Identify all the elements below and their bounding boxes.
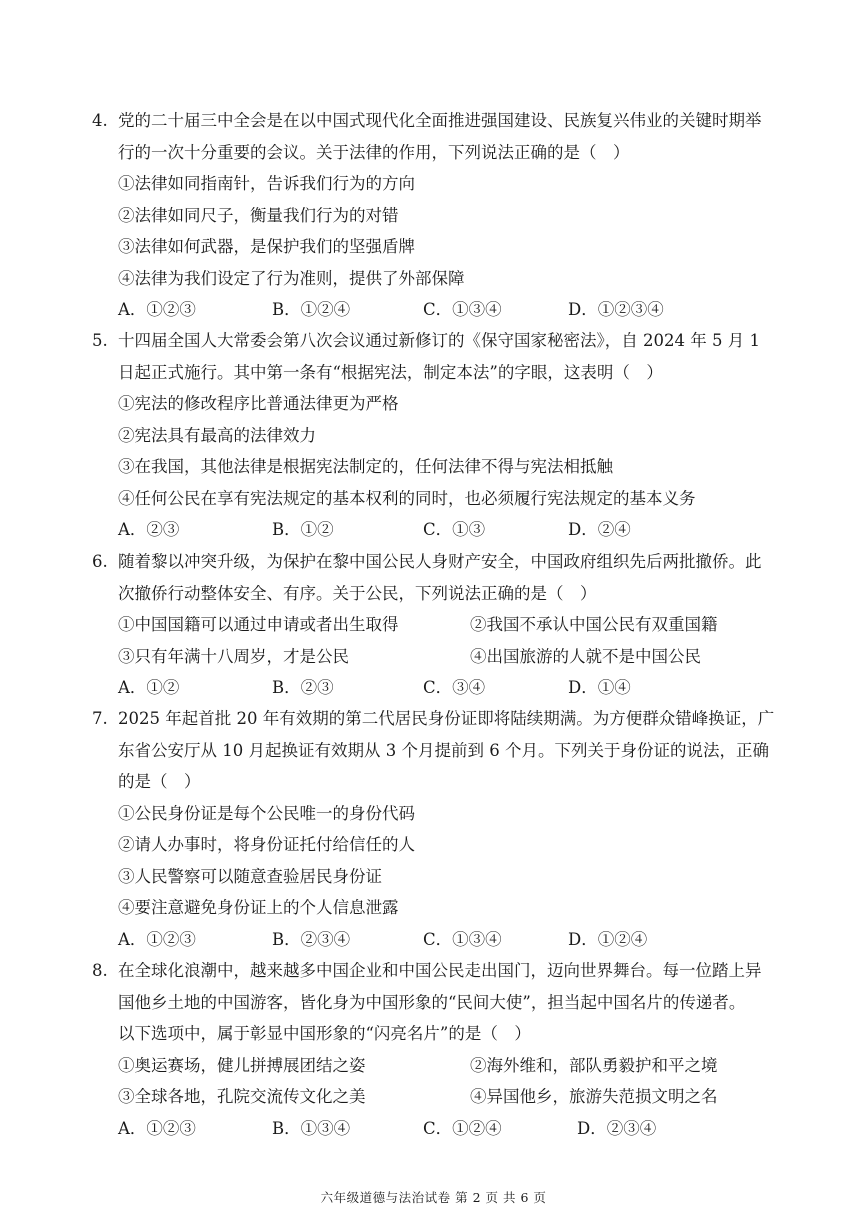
option-line [92,1050,792,1082]
choice-d[interactable]: D．①②③④ [568,300,664,319]
question-number: 4. [92,111,108,130]
option-line [92,641,792,673]
option-left: ①奥运赛场，健儿拼搏展团结之姿 [118,1055,366,1075]
choice-a[interactable]: A．①②③ [118,300,196,319]
answer-choices [92,514,792,546]
answer-choices [92,924,792,956]
question-stem: 东省公安厅从 10 月起换证有效期从 3 个月提前到 6 个月。下列关于身份证的说法，正确 [118,740,769,760]
option-left: ③只有年满十八周岁，才是公民 [118,646,349,666]
question-5 [92,325,792,546]
option-line: ③人民警察可以随意查验居民身份证 [118,866,382,886]
option-line: ③在我国，其他法律是根据宪法制定的，任何法律不得与宪法相抵触 [118,457,613,476]
question-number: 6. [92,552,108,571]
question-number: 5. [92,331,108,350]
option-line: ③法律如何武器，是保护我们的坚强盾牌 [118,237,415,256]
question-stem: 次撤侨行动整体安全、有序。关于公民，下列说法正确的是（ ） [118,583,597,603]
question-8 [92,955,792,1144]
option-right: ②我国不承认中国公民有双重国籍 [470,615,718,634]
choice-a[interactable]: A．②③ [118,520,180,539]
question-4 [92,105,792,326]
choice-b[interactable]: B．②③ [272,678,334,697]
option-right: ④出国旅游的人就不是中国公民 [470,646,701,666]
option-right: ②海外维和，部队勇毅护和平之境 [470,1055,718,1075]
choice-d[interactable]: D．①②④ [568,929,648,949]
question-6 [92,546,792,704]
option-line [92,1081,792,1113]
choice-a[interactable]: A．①②③ [118,1118,196,1138]
choice-b[interactable]: B．②③④ [272,929,351,949]
question-stem: 4. 党的二十届三中全会是在以中国式现代化全面推进强国建设、民族复兴伟业的关键时期举 [92,105,792,137]
choice-d[interactable]: D．②③④ [577,1118,657,1138]
choice-b[interactable]: B．①③④ [272,1118,351,1138]
choice-c[interactable]: C．①③④ [423,929,502,949]
choice-c[interactable]: C．①③ [423,520,486,539]
option-line: ④要注意避免身份证上的个人信息泄露 [118,898,399,917]
question-number: 7. [92,709,108,728]
page-footer: 六年级道德与法治试卷 第 2 页 共 6 页 [320,1190,547,1205]
answer-choices [92,672,792,704]
option-line [92,609,792,641]
option-line: ①宪法的修改程序比普通法律更为严格 [118,394,399,413]
option-line: ①法律如同指南针，告诉我们行为的方向 [118,174,415,193]
question-stem: 的是（ ） [118,772,201,791]
question-stem: 以下选项中，属于彰显中国形象的“闪亮名片”的是（ ） [118,1024,531,1043]
choice-b[interactable]: B．①② [272,520,334,539]
choice-a[interactable]: A．①② [118,678,180,697]
option-left: ③全球各地，孔院交流传文化之美 [118,1087,366,1106]
option-left: ①中国国籍可以通过申请或者出生取得 [118,615,399,634]
option-line: ④法律为我们设定了行为准则，提供了外部保障 [118,268,465,288]
question-7 [92,703,792,955]
answer-choices [92,294,792,326]
option-line: ①公民身份证是每个公民唯一的身份代码 [118,803,415,823]
question-stem: 6. 随着黎以冲突升级，为保护在黎中国公民人身财产安全，中国政府组织先后两批撤侨。此 [92,546,792,578]
question-stem: 5. 十四届全国人大常委会第八次会议通过新修订的《保守国家秘密法》，自 2024 年 5 月 1 [92,325,792,357]
option-line: ④任何公民在享有宪法规定的基本权利的同时，也必须履行宪法规定的基本义务 [118,488,696,508]
option-line: ②宪法具有最高的法律效力 [118,425,316,445]
question-stem: 7. 2025 年起首批 20 年有效期的第二代居民身份证即将陆续期满。为方便群众错峰换证，广 [92,703,792,735]
choice-b[interactable]: B．①②④ [272,300,351,319]
option-right: ④异国他乡，旅游失范损文明之名 [470,1087,718,1106]
choice-c[interactable]: C．③④ [423,678,486,697]
question-stem: 行的一次十分重要的会议。关于法律的作用，下列说法正确的是（ ） [118,142,630,162]
option-line: ②请人办事时，将身份证托付给信任的人 [118,835,415,854]
question-stem: 8. 在全球化浪潮中，越来越多中国企业和中国公民走出国门，迈向世界舞台。每一位踏上异 [92,955,792,987]
choice-c[interactable]: C．①③④ [423,300,502,319]
question-stem: 国他乡土地的中国游客，皆化身为中国形象的“民间大使”，担当起中国名片的传递者。 [118,992,746,1012]
answer-choices [92,1113,792,1145]
choice-a[interactable]: A．①②③ [118,929,196,949]
question-number: 8. [92,961,108,980]
choice-d[interactable]: D．①④ [568,678,631,697]
choice-c[interactable]: C．①②④ [423,1118,502,1138]
option-line: ②法律如同尺子，衡量我们行为的对错 [118,205,399,225]
question-stem: 日起正式施行。其中第一条有“根据宪法，制定本法”的字眼，这表明（ ） [118,362,663,382]
choice-d[interactable]: D．②④ [568,520,631,539]
